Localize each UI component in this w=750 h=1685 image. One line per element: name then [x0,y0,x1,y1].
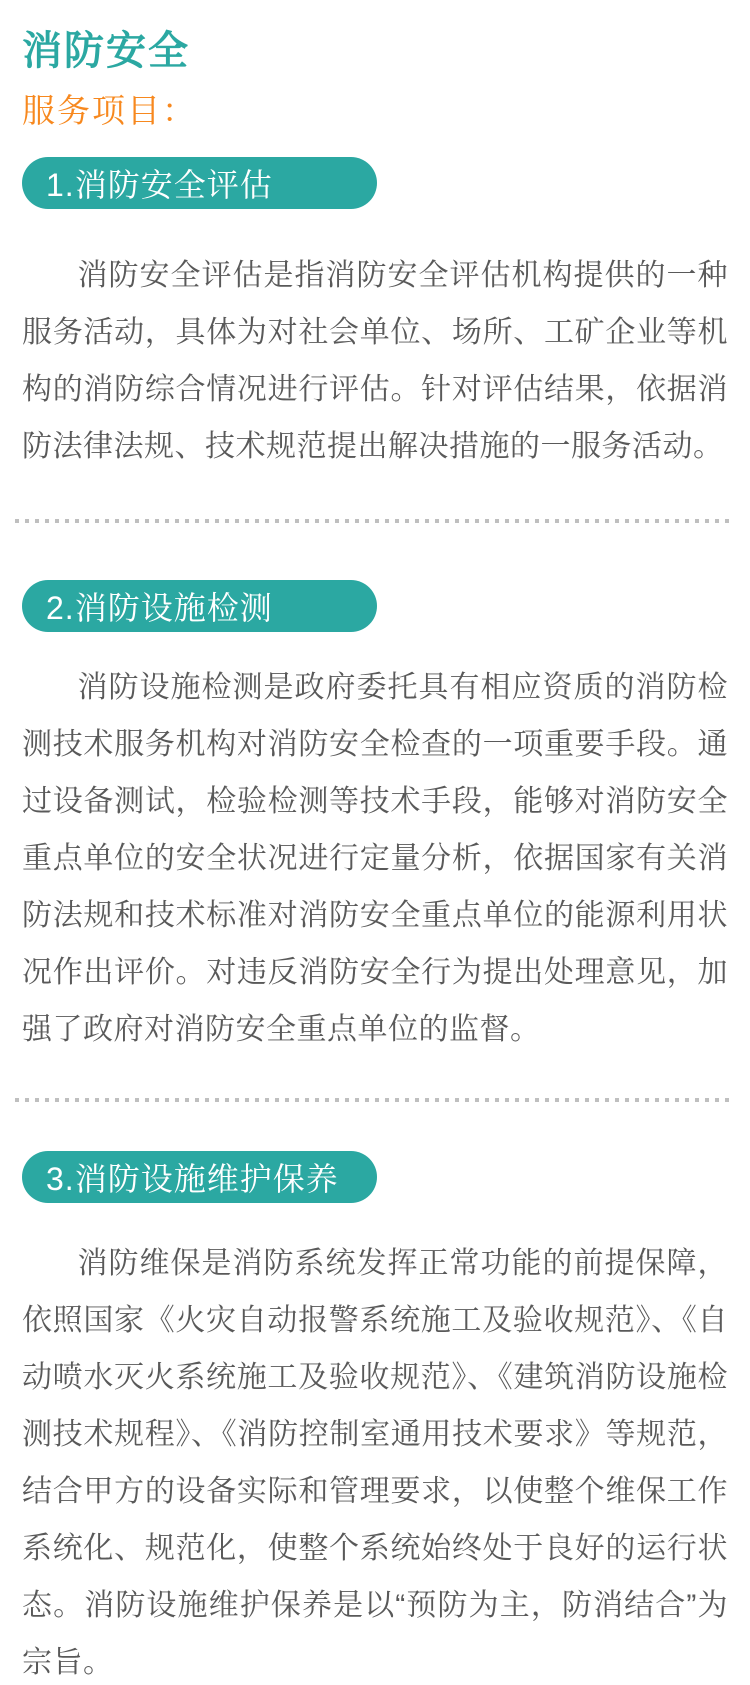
section-3-heading-label: 3.消防设施维护保养 [46,1161,339,1197]
section-fire-facility-inspection [22,580,728,1058]
dotted-divider [15,1098,735,1102]
section-1-body-text: 消防安全评估是指消防安全评估机构提供的一种服务活动，具体为对社会单位、场所、工矿企业等机构的消防综合情况进行评估。针对评估结果，依据消防法律法规、技术规范提出解决措施的一服务活动。 [22,259,728,463]
section-fire-safety-assessment [22,157,728,475]
section-3-heading-pill [22,1151,377,1203]
section-1-heading-pill [22,157,377,209]
section-3-body-text: 消防维保是消防系统发挥正常功能的前提保障，依照国家《火灾自动报警系统施工及验收规范》、《自动喷水灭火系统施工及验收规范》、《建筑消防设施检测技术规程》、《消防控制室通用技术要求》等规范，结合甲方的设备实际和管理要求，以使整个维保工作系统化、规范化，使整个系统始终处于良好的运行状态。消防设施维护保养是以“预防为主，防消结合”为宗旨。 [22,1247,728,1679]
section-2-body-text: 消防设施检测是政府委托具有相应资质的消防检测技术服务机构对消防安全检查的一项重要手段。通过设备测试，检验检测等技术手段，能够对消防安全重点单位的安全状况进行定量分析，依据国家有关消防法规和技术标准对消防安全重点单位的能源利用状况作出评价。对违反消防安全行为提出处理意见，加强了政府对消防安全重点单位的监督。 [22,671,728,1046]
page-title: 消防安全 [22,29,190,73]
section-1-heading-label: 1.消防安全评估 [46,167,273,203]
page-subtitle: 服务项目： [22,92,197,129]
dotted-divider [15,519,735,523]
section-2-heading-pill [22,580,377,632]
section-fire-facility-maintenance [22,1151,728,1685]
section-2-heading-label: 2.消防设施检测 [46,590,273,626]
